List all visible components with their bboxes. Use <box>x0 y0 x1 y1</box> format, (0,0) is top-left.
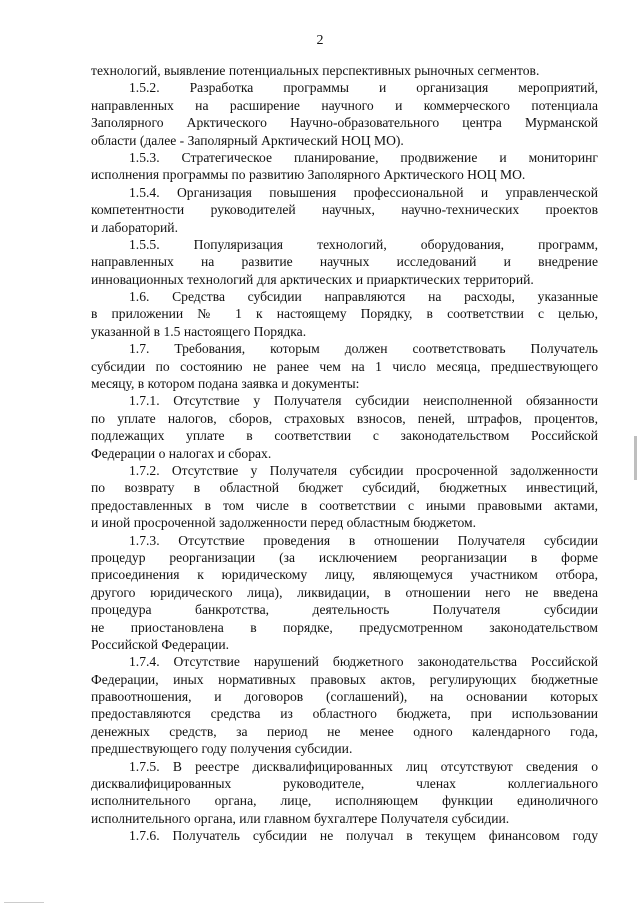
text-line: 1.7.2. Отсутствие у Получателя субсидии просроченной задолженности <box>129 462 598 478</box>
text-line: Российской Федерации. <box>91 636 229 652</box>
text-line: подлежащих уплате в соответствии с законодательством Российской <box>91 428 598 444</box>
text-line: Заполярного Арктического Научно-образовательного центра Мурманской <box>91 115 598 131</box>
text-line: 1.7.5. В реестре дисквалифицированных лиц отсутствуют сведения о <box>129 758 598 774</box>
text-line: 1.5.2. Разработка программы и организация мероприятий, <box>129 80 598 96</box>
scan-corner-mark <box>4 902 44 903</box>
text-line: исполнительного органа, лице, исполняющем функции единоличного <box>91 793 598 809</box>
text-line: 1.7.6. Получатель субсидии не получал в текущем финансовом году <box>129 828 598 844</box>
scan-edge-mark <box>634 436 637 480</box>
text-line: 1.5.5. Популяризация технологий, оборудования, программ, <box>129 236 598 252</box>
text-line: не приостановлена в порядке, предусмотренном законодательством <box>91 619 598 635</box>
text-line: 1.5.4. Организация повышения профессиональной и управленческой <box>129 184 598 200</box>
document-body <box>91 62 598 845</box>
text-line: 1.6. Средства субсидии направляются на расходы, указанные <box>129 289 598 305</box>
text-line: 1.7.3. Отсутствие проведения в отношении Получателя субсидии <box>129 532 598 548</box>
text-line: процедура банкротства, деятельность Получателя субсидии <box>91 602 598 618</box>
text-line: предоставленных в том числе в соответствии с иными правовыми актами, <box>91 497 598 513</box>
text-line: 1.7.1. Отсутствие у Получателя субсидии неисполненной обязанности <box>129 393 598 409</box>
text-line: исполнения программы по развитию Заполярного Арктического НОЦ МО. <box>91 167 526 183</box>
text-line: по уплате налогов, сборов, страховых взносов, пеней, штрафов, процентов, <box>91 410 598 426</box>
text-line: месяцу, в котором подана заявка и документы: <box>91 376 360 392</box>
text-line: инновационных технологий для арктических и приарктических территорий. <box>91 271 534 287</box>
text-line: процедур реорганизации (за исключением реорганизации в форме <box>91 549 598 565</box>
text-line: по возврату в областной бюджет субсидий, бюджетных инвестиций, <box>91 480 598 496</box>
text-line: дисквалифицированных руководителе, членах коллегиального <box>91 776 598 792</box>
text-line: другого юридического лица), ликвидации, в отношении него не введена <box>91 584 598 600</box>
text-line: 1.7. Требования, которым должен соответствовать Получатель <box>129 341 598 357</box>
text-line: правоотношения, и договоров (соглашений), на основании которых <box>91 689 598 705</box>
text-line: технологий, выявление потенциальных перспективных рыночных сегментов. <box>91 63 540 78</box>
text-line: в приложении № 1 к настоящему Порядку, в соответствии с целью, <box>91 306 598 322</box>
text-line: области (далее - Заполярный Арктический НОЦ МО). <box>91 132 404 148</box>
text-line: денежных средств, за период не менее одного календарного года, <box>91 723 598 739</box>
text-line: предшествующего году получения субсидии. <box>91 741 353 757</box>
text-line: компетентности руководителей научных, научно-технических проектов <box>91 202 598 218</box>
text-line: исполнительного органа, или главном бухгалтере Получателя субсидии. <box>91 810 510 826</box>
text-line: субсидии по состоянию не ранее чем на 1 число месяца, предшествующего <box>91 358 598 374</box>
text-line: направленных на развитие научных исследований и внедрение <box>91 254 598 270</box>
text-line: указанной в 1.5 настоящего Порядка. <box>91 323 307 339</box>
text-line: Федерации о налогах и сборах. <box>91 445 272 461</box>
text-line: и лабораторий. <box>91 219 178 235</box>
text-line: 1.5.3. Стратегическое планирование, продвижение и мониторинг <box>129 149 598 165</box>
text-line: направленных на расширение научного и коммерческого потенциала <box>91 97 598 113</box>
page-number: 2 <box>316 33 324 48</box>
text-line: присоединения к юридическому лицу, являющемуся участником отбора, <box>91 567 598 583</box>
text-line: 1.7.4. Отсутствие нарушений бюджетного законодательства Российской <box>129 654 598 670</box>
text-line: предоставляются средства из областного бюджета, при использовании <box>91 706 598 722</box>
text-line: и иной просроченной задолженности перед областным бюджетом. <box>91 515 477 531</box>
text-line: Федерации, иных нормативных правовых актов, регулирующих бюджетные <box>91 671 598 687</box>
